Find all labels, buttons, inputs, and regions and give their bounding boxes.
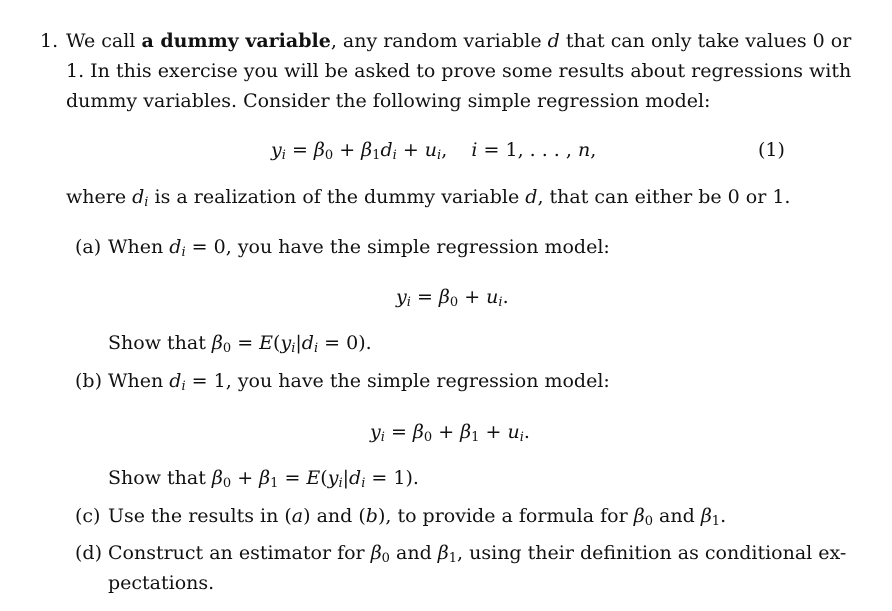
intro-line-2: 1. In this exercise you will be asked to prove some results about regressions with bbox=[66, 60, 852, 82]
part-b-label: (b) bbox=[75, 370, 102, 392]
where-tail: , that can either be 0 or 1. bbox=[537, 186, 791, 208]
intro-line-3: dummy variables. Consider the following simple regression model: bbox=[66, 90, 711, 112]
intro-bold-term: a dummy variable bbox=[141, 30, 331, 52]
equation-label: (1) bbox=[758, 139, 785, 161]
part-a-label: (a) bbox=[75, 236, 102, 258]
part-d-label: (d) bbox=[75, 542, 102, 564]
part-c-text: Use the results in (a) and (b), to provide a formula for $\beta_0$ and $\beta_1$. bbox=[108, 505, 727, 529]
part-a-text: When $d_i = 0$, you have the simple regression model: bbox=[108, 236, 610, 260]
problem-number: 1. bbox=[40, 30, 59, 52]
intro-tail: that can only take values 0 or bbox=[565, 30, 852, 52]
part-d-line-2: pectations. bbox=[108, 572, 215, 594]
equation-1: $y_i = \beta_0 + \beta_1d_i + u_i$, i = 1, . . . , n, bbox=[271, 139, 597, 163]
where-line: where $d_i$ is a realization of the dummy variable d, that can either be 0 or 1. bbox=[66, 186, 791, 210]
part-c-label: (c) bbox=[75, 505, 101, 527]
equation-b: $y_i = \beta_0 + \beta_1 + u_i$. bbox=[370, 421, 530, 445]
part-a-show: Show that $\beta_0 = E(y_i|d_i = 0)$. bbox=[108, 332, 372, 356]
part-b-show: Show that $\beta_0 + \beta_1 = E(y_i|d_i = 1)$. bbox=[108, 467, 419, 491]
intro-pre: We call bbox=[66, 30, 136, 52]
intro-line-1 bbox=[66, 29, 851, 53]
where-pre: where bbox=[66, 186, 127, 208]
part-b-text: When $d_i = 1$, you have the simple regression model: bbox=[108, 370, 610, 394]
intro-post: , any random variable bbox=[330, 30, 542, 52]
intro-var: d bbox=[547, 30, 560, 52]
part-d-text: Construct an estimator for $\beta_0$ and $\beta_1$, using their definition as conditional ex- bbox=[108, 542, 847, 566]
where-mid: is a realization of the dummy variable bbox=[154, 186, 520, 208]
equation-a: $y_i = \beta_0 + u_i$. bbox=[396, 286, 509, 310]
